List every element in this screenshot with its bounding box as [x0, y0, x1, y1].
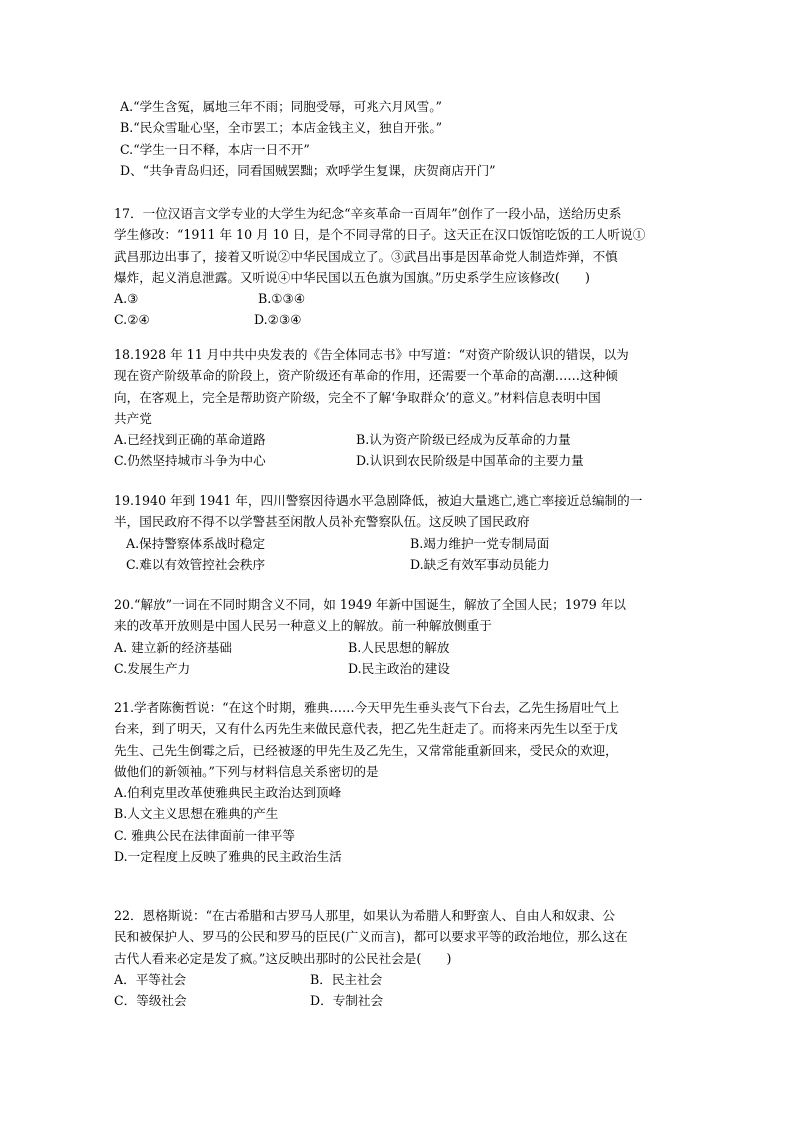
question-20	[114, 594, 684, 679]
question-16-options	[114, 96, 684, 181]
q21-option-c: C. 雅典公民在法律面前一律平等	[114, 827, 295, 843]
q22-options-row-2	[114, 990, 684, 1011]
q22-option-d: D．专制社会	[310, 993, 384, 1009]
q22-option-b: B．民主社会	[310, 971, 383, 987]
q21-stem-line: 做他们的新领袖。”下列与材料信息关系密切的是	[114, 763, 379, 779]
question-19	[114, 490, 684, 575]
q19-option-d: D.缺乏有效军事动员能力	[410, 556, 550, 572]
q22-stem-line: 民和被保护人、罗马的公民和罗马的臣民(广义而言)，都可以要求平等的政治地位，那么这在	[114, 929, 628, 945]
q17-stem-line: 爆炸，起义消息泄露。又听说④中华民国以五色旗为国旗。”历史系学生应该修改( )	[114, 269, 590, 285]
q20-stem-line: 来的改革开放则是中国人民另一种意义上的解放。前一种解放侧重于	[114, 618, 492, 634]
q22-options-row-1	[114, 969, 684, 990]
q17-options-row-2	[114, 309, 684, 330]
q19-option-a: A.保持警察体系战时稳定	[126, 535, 266, 551]
q19-option-c: C.难以有效管控社会秩序	[126, 556, 266, 572]
q21-option-d: D.一定程度上反映了雅典的民主政治生活	[114, 849, 342, 865]
q20-options-row-2	[114, 658, 684, 679]
q19-options-row-2	[114, 554, 684, 575]
q22-option-c: C．等级社会	[114, 993, 187, 1009]
q21-option-b: B.人文主义思想在雅典的产生	[114, 806, 279, 822]
question-21	[114, 697, 684, 867]
q19-option-b: B.竭力维护一党专制局面	[410, 535, 550, 551]
q17-stem-line: 武昌那边出事了，接着又听说②中华民国成立了。③武昌出事是因革命党人制造炸弹，不慎	[114, 248, 618, 264]
q22-option-a: A．平等社会	[114, 971, 187, 987]
question-18	[114, 344, 684, 472]
q16-option-d: D、“共争青岛归还，同看国贼罢黜；欢呼学生复课，庆贺商店开门”	[120, 162, 496, 178]
question-22	[114, 905, 684, 1011]
q18-stem-line: 共产党	[114, 410, 152, 426]
q17-options-row-1	[114, 288, 684, 309]
q19-stem-line: 19.1940 年到 1941 年，四川警察因待遇水平急剧降低，被迫大量逃亡,逃亡率接近总编制的一	[114, 493, 643, 508]
q20-option-c: C.发展生产力	[114, 660, 191, 676]
q20-option-d: D.民主政治的建设	[348, 660, 450, 676]
q18-option-a: A.已经找到正确的革命道路	[114, 432, 266, 448]
q17-option-d: D.②③④	[254, 312, 302, 328]
q22-stem-line: 古代人看来必定是发了疯。”这反映出那时的公民社会是( )	[114, 950, 452, 966]
q19-stem-line: 半，国民政府不得不以学警甚至闲散人员补充警察队伍。这反映了国民政府	[114, 514, 530, 530]
q17-option-c: C.②④	[114, 312, 150, 328]
q18-option-d: D.认识到农民阶级是中国革命的主要力量	[356, 453, 584, 469]
q18-stem-line: 向，在客观上，完全是帮助资产阶级，完全不了解‘争取群众’的意义。”材料信息表明中国	[114, 389, 601, 405]
q21-stem-line: 台来，到了明天，又有什么丙先生来做民意代表，把乙先生赶走了。而将来丙先生以至于戊	[114, 721, 618, 737]
q17-stem-line: 17．一位汉语言文学专业的大学生为纪念“辛亥革命一百周年”创作了一段小品，送给历史系	[114, 206, 622, 221]
q18-stem-line: 现在资产阶级革命的阶段上，资产阶级还有革命的作用，还需要一个革命的高潮……这种倾	[114, 368, 618, 384]
q20-stem-line: 20.“解放”一词在不同时期含义不同，如 1949 年新中国诞生，解放了全国人民；1979 年以	[114, 597, 627, 612]
q20-option-a: A. 建立新的经济基础	[114, 639, 232, 655]
q18-options-row-1	[114, 429, 684, 450]
q18-stem-line: 18.1928 年 11 月中共中央发表的《告全体同志书》中写道：“对资产阶级认识的错误，以为	[114, 347, 629, 362]
q18-option-c: C.仍然坚持城市斗争为中心	[114, 453, 266, 469]
q21-option-a: A.伯利克里改革使雅典民主政治达到顶峰	[114, 785, 342, 801]
question-17	[114, 203, 684, 331]
q17-option-a: A.③	[114, 291, 139, 307]
q18-option-b: B.认为资产阶级已经成为反革命的力量	[356, 432, 571, 448]
q21-stem-line: 先生、己先生倒霉之后，已经被逐的甲先生及乙先生，又常常能重新回来，受民众的欢迎，	[114, 742, 618, 758]
q16-option-c: C.“学生一日不释，本店一日不开”	[120, 141, 310, 157]
q20-option-b: B.人民思想的解放	[348, 639, 450, 655]
q20-options-row-1	[114, 637, 684, 658]
q16-option-a: A.“学生含冤，属地三年不雨；同胞受辱，可兆六月风雪。”	[120, 99, 442, 114]
q22-stem-line: 22．恩格斯说：“在古希腊和古罗马人那里，如果认为希腊人和野蛮人、自由人和奴隶、公	[114, 908, 616, 923]
q17-stem-line: 学生修改：“1911 年 10 月 10 日，是个不同寻常的日子。这天正在汉口饭馆吃饭的工人听说①	[114, 227, 646, 243]
q16-option-b: B.“民众雪耻心坚，全市罢工；本店金钱主义，独自开张。”	[120, 120, 443, 136]
q18-options-row-2	[114, 450, 684, 471]
q19-options-row-1	[114, 533, 684, 554]
q21-stem-line: 21.学者陈衡哲说：“在这个时期，雅典……今天甲先生垂头丧气下台去，乙先生扬眉吐气上	[114, 700, 620, 715]
q17-option-b: B.①③④	[258, 291, 306, 307]
